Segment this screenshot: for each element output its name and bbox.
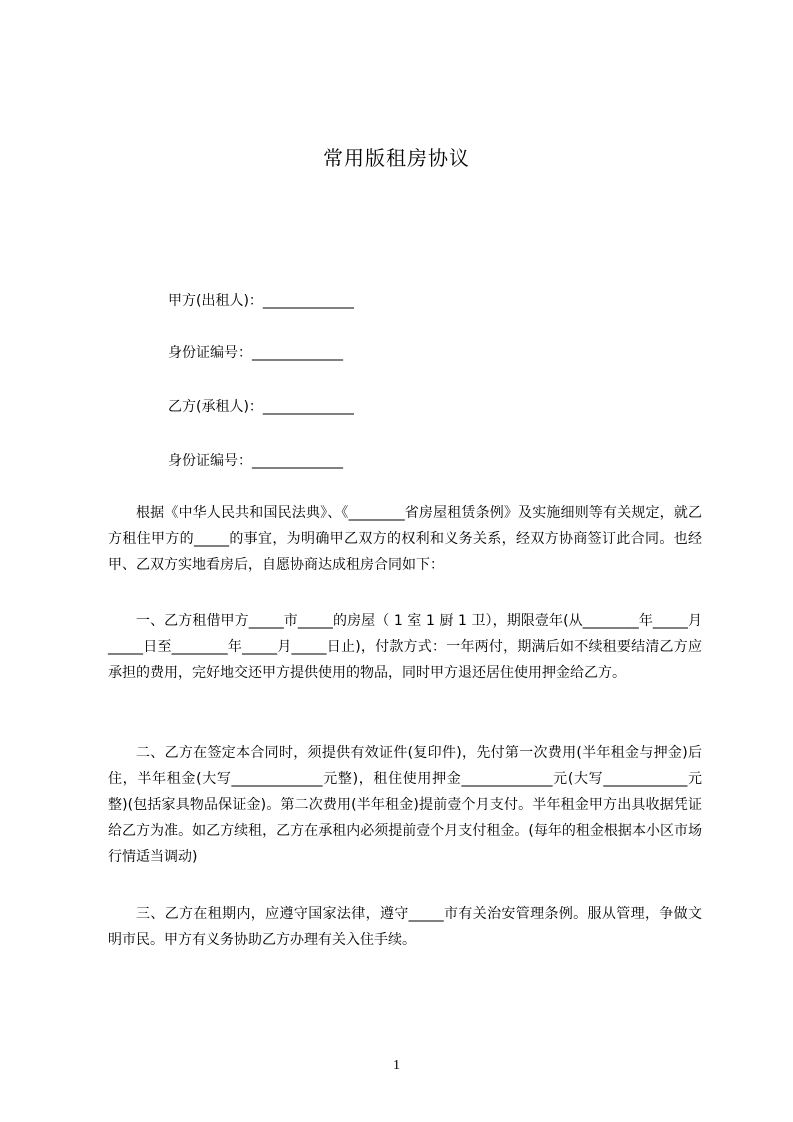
paragraph-clause-3 — [108, 901, 702, 953]
field-lessee: 乙方(承租人)：_____________ — [168, 399, 354, 415]
paragraph-clause-3-text: 三、乙方在租期内，应遵守国家法律，遵守_____市有关治安管理条例。服从管理，争做文明市民。甲方有义务协助乙方办理有关入住手续。 — [108, 906, 702, 948]
paragraph-preamble — [108, 500, 702, 578]
paragraph-clause-1-text: 一、乙方租借甲方_____市_____的房屋（ 1 室 1 厨 1 卫），期限壹年(从________年_____月_____日至________年_____月_____日止)，付款方式：一年两付，期满后如不续租要结清乙方应承担的费用，完好地交还甲方提供使用的物品，同时甲方退还居住使用押金给乙方。 — [108, 613, 702, 681]
paragraph-clause-1 — [108, 608, 702, 686]
paragraph-clause-2 — [108, 740, 702, 870]
field-lessor-id: 身份证编号：_____________ — [168, 345, 343, 361]
page-number: 1 — [393, 1058, 400, 1073]
field-lessee-id: 身份证编号：_____________ — [168, 453, 343, 469]
paragraph-preamble-text: 根据《中华人民共和国民法典》、《________省房屋租赁条例》及实施细则等有关规定，就乙方租住甲方的_____的事宜，为明确甲乙双方的权利和义务关系，经双方协商签订此合同。也经甲、乙双方实地看房后，自愿协商达成租房合同如下： — [108, 505, 702, 573]
field-lessor: 甲方(出租人)：_____________ — [168, 293, 354, 309]
document-title: 常用版租房协议 — [323, 146, 470, 170]
paragraph-clause-2-text: 二、乙方在签定本合同时，须提供有效证件(复印件)，先付第一次费用(半年租金与押金)后住，半年租金(大写_____________元整)，租住使用押金_____________元(大写____________元整)(包括家具物品保证金)。第二次费用(半年租金)提前壹个月支付。半年租金甲方出具收据凭证给乙方为准。如乙方续租，乙方在承租内必须提前壹个月支付租金。(每年的租金根据本小区市场行情适当调动) — [108, 745, 702, 865]
